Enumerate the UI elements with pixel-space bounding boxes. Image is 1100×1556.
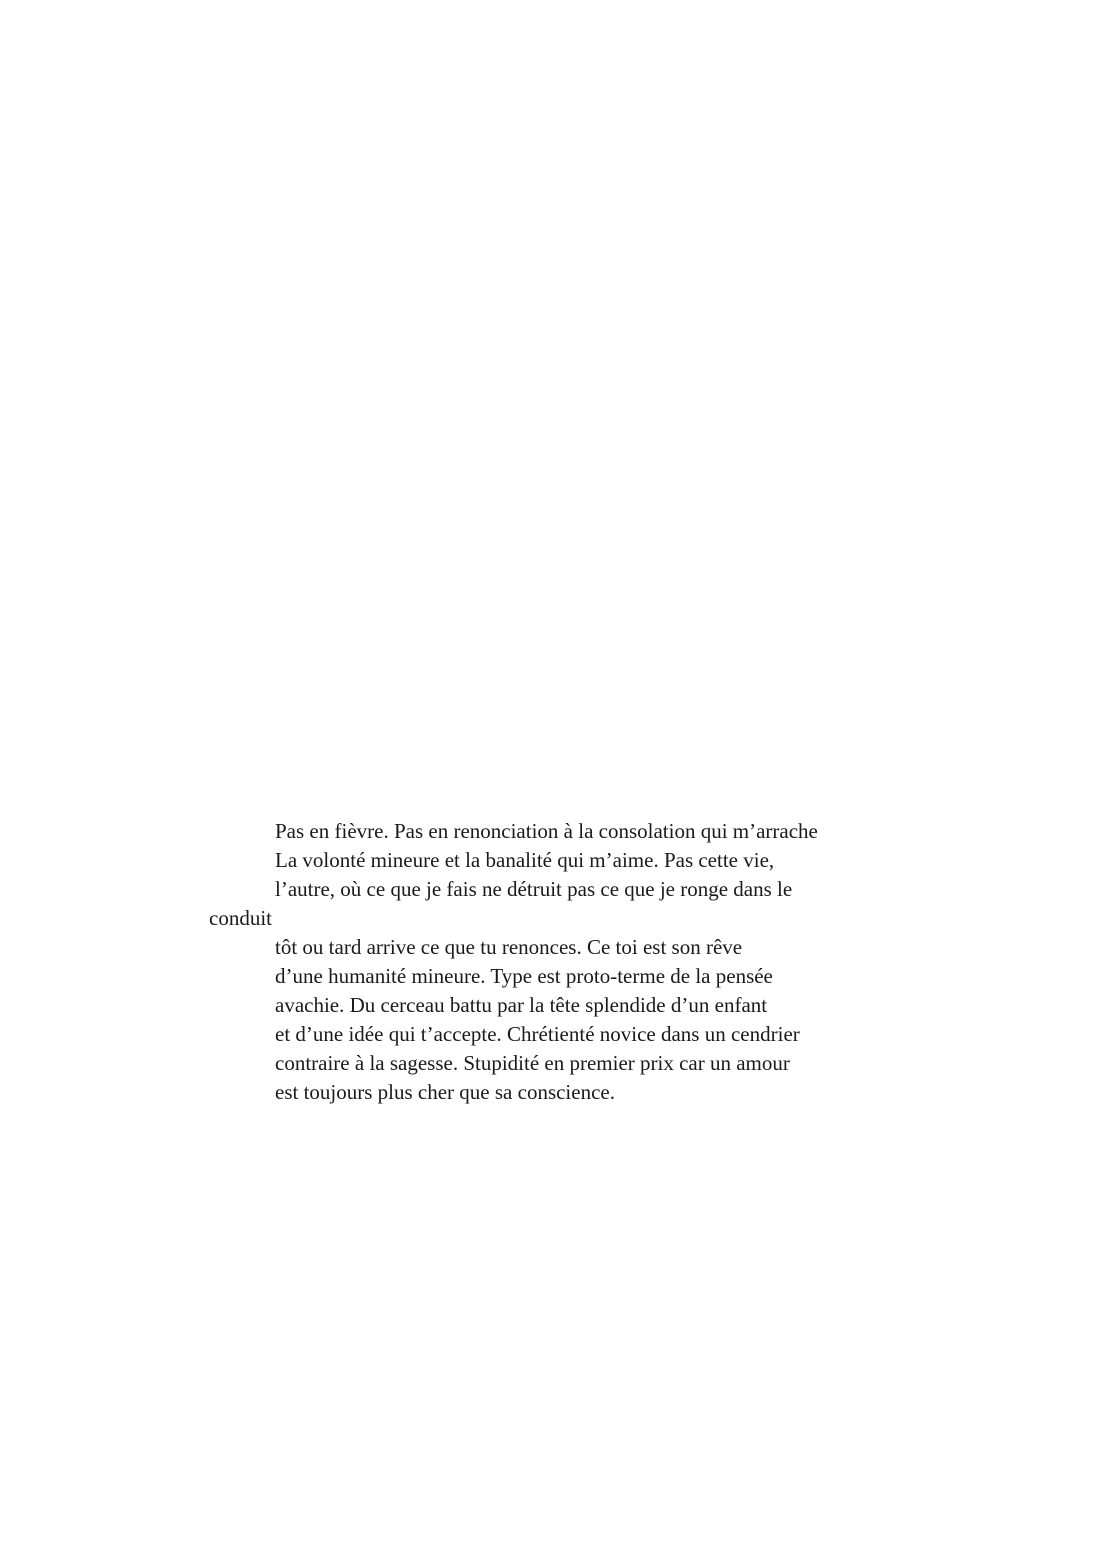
poem-line: et d’une idée qui t’accepte. Chrétienté novice dans un cendrier xyxy=(275,1022,800,1046)
poem-line: l’autre, où ce que je fais ne détruit pas ce que je ronge dans le xyxy=(275,877,793,901)
poem-line-runover: conduit xyxy=(209,906,272,930)
poem-line: contraire à la sagesse. Stupidité en premier prix car un amour xyxy=(275,1051,790,1075)
poem-line: est toujours plus cher que sa conscience. xyxy=(275,1080,615,1104)
poem-line: La volonté mineure et la banalité qui m’aime. Pas cette vie, xyxy=(275,848,775,872)
poem-text-block xyxy=(0,817,1100,1107)
poem-line: d’une humanité mineure. Type est proto-terme de la pensée xyxy=(275,964,773,988)
poem-line: tôt ou tard arrive ce que tu renonces. Ce toi est son rêve xyxy=(275,935,743,959)
poem-line: Pas en fièvre. Pas en renonciation à la consolation qui m’arrache xyxy=(275,819,818,843)
poem-line: avachie. Du cerceau battu par la tête splendide d’un enfant xyxy=(275,993,768,1017)
